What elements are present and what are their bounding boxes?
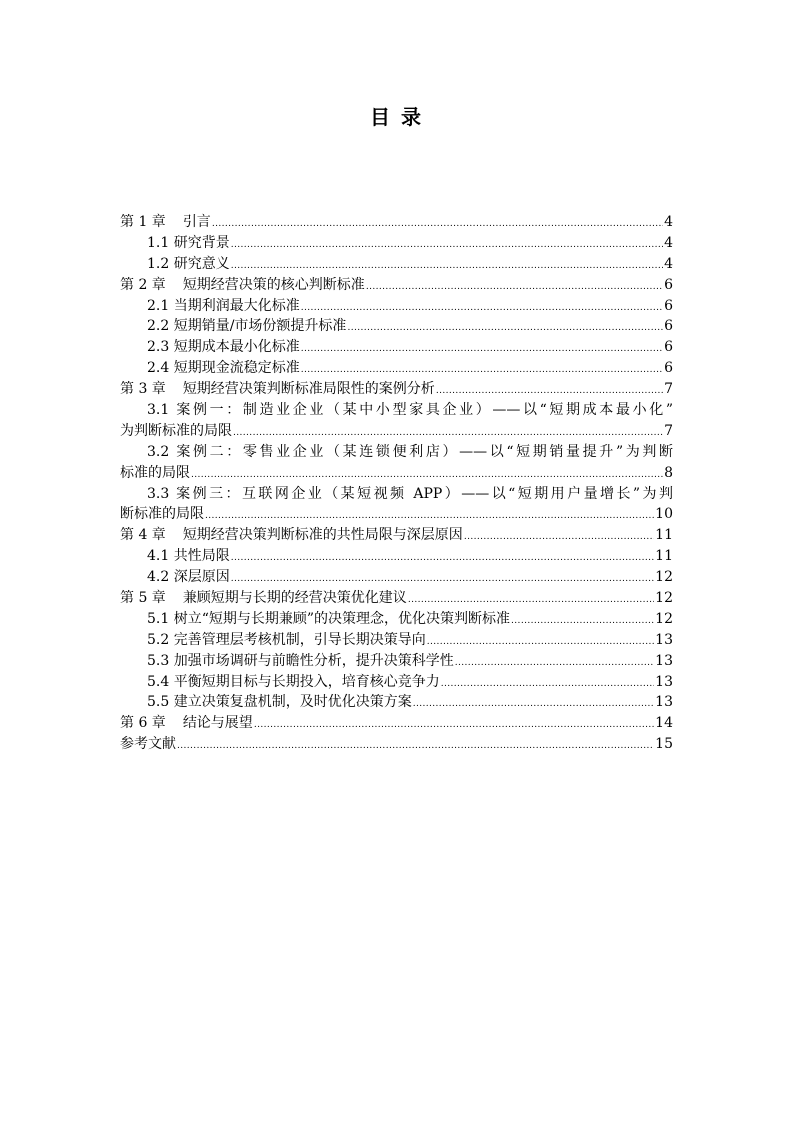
chapter-number: 第 3 章: [120, 381, 166, 398]
dot-leader: [427, 632, 654, 651]
references-title: 参考文献: [120, 736, 176, 753]
table-of-contents: [120, 212, 673, 755]
dot-leader: [301, 339, 663, 358]
dot-leader: [301, 360, 663, 379]
section-title: 4.1 共性局限: [147, 548, 230, 565]
dot-leader: [441, 674, 654, 693]
dot-leader: [254, 715, 654, 734]
toc-entry-5-4[interactable]: [120, 672, 673, 693]
section-title: 5.3 加强市场调研与前瞻性分析，提升决策科学性: [147, 652, 454, 669]
page-number: 12: [655, 610, 673, 627]
dot-leader: [464, 527, 654, 546]
section-title: 5.5 建立决策复盘机制，及时优化决策方案: [147, 694, 412, 711]
dot-leader: [301, 298, 663, 317]
chapter-number: 第 4 章: [120, 527, 166, 544]
page-number: 6: [664, 297, 673, 314]
toc-entry-2-4[interactable]: [120, 358, 673, 379]
dot-leader: [212, 214, 663, 233]
toc-entry-ch6[interactable]: [120, 713, 673, 734]
section-title: 2.1 当期利润最大化标准: [147, 297, 300, 314]
page-number: 15: [655, 736, 673, 753]
section-title-line1: 3.3 案例三：互联网企业（某短视频 APP）——以“短期用户量增长”为判: [147, 485, 673, 502]
section-title-line1: 3.2 案例二：零售业企业（某连锁便利店）——以“短期销量提升”为判断: [147, 443, 673, 460]
dot-leader: [436, 381, 663, 400]
dot-leader: [231, 235, 663, 254]
page-number: 6: [664, 360, 673, 377]
dot-leader: [511, 611, 654, 630]
toc-entry-ch4[interactable]: [120, 525, 673, 546]
toc-entry-ch5[interactable]: [120, 588, 673, 609]
page-number: 6: [664, 339, 673, 356]
chapter-title: 短期经营决策判断标准局限性的案例分析: [182, 381, 435, 398]
page-number: 12: [655, 590, 673, 607]
dot-leader: [408, 590, 654, 609]
page-number: 6: [664, 318, 673, 335]
section-title: 4.2 深层原因: [147, 569, 230, 586]
toc-entry-2-1[interactable]: [120, 296, 673, 317]
toc-entry-1-2[interactable]: [120, 254, 673, 275]
section-title: 2.2 短期销量/市场份额提升标准: [147, 318, 347, 335]
chapter-number: 第 5 章: [120, 590, 166, 607]
toc-entry-5-1[interactable]: [120, 609, 673, 630]
toc-entry-5-2[interactable]: [120, 630, 673, 651]
dot-leader: [413, 694, 654, 713]
section-title: 5.2 完善管理层考核机制，引导长期决策导向: [147, 631, 426, 648]
chapter-title: 短期经营决策判断标准的共性局限与深层原因: [182, 527, 463, 544]
page-number: 6: [664, 276, 673, 293]
dot-leader: [205, 506, 654, 525]
section-title: 2.4 短期现金流稳定标准: [147, 360, 300, 377]
dot-leader: [191, 465, 663, 484]
chapter-title: 引言: [182, 214, 211, 230]
toc-entry-5-3[interactable]: [120, 651, 673, 672]
page-number: 8: [664, 464, 673, 481]
page-number: 12: [655, 569, 673, 586]
toc-entry-4-2[interactable]: [120, 567, 673, 588]
dot-leader: [177, 736, 654, 755]
section-title: 1.1 研究背景: [147, 234, 230, 251]
page-number: 7: [664, 381, 673, 398]
dot-leader: [231, 548, 654, 567]
page-title: 目 录: [370, 105, 423, 129]
section-title-line2: 断标准的局限: [120, 506, 204, 523]
toc-entry-references[interactable]: [120, 734, 673, 755]
toc-entry-4-1[interactable]: [120, 546, 673, 567]
page-number: 10: [655, 506, 673, 523]
toc-entry-ch3[interactable]: [120, 379, 673, 400]
chapter-number: 第 6 章: [120, 715, 166, 732]
section-title: 2.3 短期成本最小化标准: [147, 339, 300, 356]
chapter-title: 短期经营决策的核心判断标准: [182, 276, 365, 293]
dot-leader: [231, 569, 654, 588]
section-title: 5.1 树立“短期与长期兼顾”的决策理念，优化决策判断标准: [147, 610, 511, 627]
section-title-line2: 为判断标准的局限: [120, 422, 232, 439]
page-number: 11: [655, 548, 673, 565]
page-number: 4: [664, 234, 673, 251]
toc-entry-3-3[interactable]: [120, 484, 673, 526]
chapter-number: 第 2 章: [120, 276, 166, 293]
page-number: 7: [664, 422, 673, 439]
page-number: 13: [655, 694, 673, 711]
toc-entry-2-2[interactable]: [120, 316, 673, 337]
page-number: 4: [664, 255, 673, 272]
toc-entry-ch2[interactable]: [120, 275, 673, 296]
toc-entry-3-2[interactable]: [120, 442, 673, 484]
dot-leader: [366, 277, 663, 296]
toc-entry-ch1[interactable]: [120, 212, 673, 233]
dot-leader: [347, 318, 663, 337]
chapter-title: 结论与展望: [182, 715, 253, 732]
toc-entry-2-3[interactable]: [120, 337, 673, 358]
page-number: 4: [664, 214, 673, 230]
chapter-title: 兼顾短期与长期的经营决策优化建议: [182, 590, 407, 607]
page-number: 11: [655, 527, 673, 544]
page-number: 13: [655, 652, 673, 669]
section-title-line1: 3.1 案例一：制造业企业（某中小型家具企业）——以“短期成本最小化”: [147, 402, 673, 419]
dot-leader: [231, 256, 663, 275]
page-number: 14: [655, 715, 673, 732]
toc-entry-3-1[interactable]: [120, 400, 673, 442]
page-number: 13: [655, 673, 673, 690]
toc-entry-1-1[interactable]: [120, 233, 673, 254]
chapter-number: 第 1 章: [120, 214, 166, 230]
dot-leader: [233, 423, 663, 442]
section-title: 1.2 研究意义: [147, 255, 230, 272]
section-title-line2: 标准的局限: [120, 464, 190, 481]
dot-leader: [455, 653, 654, 672]
toc-entry-5-5[interactable]: [120, 692, 673, 713]
page-number: 13: [655, 631, 673, 648]
section-title: 5.4 平衡短期目标与长期投入，培育核心竞争力: [147, 673, 440, 690]
